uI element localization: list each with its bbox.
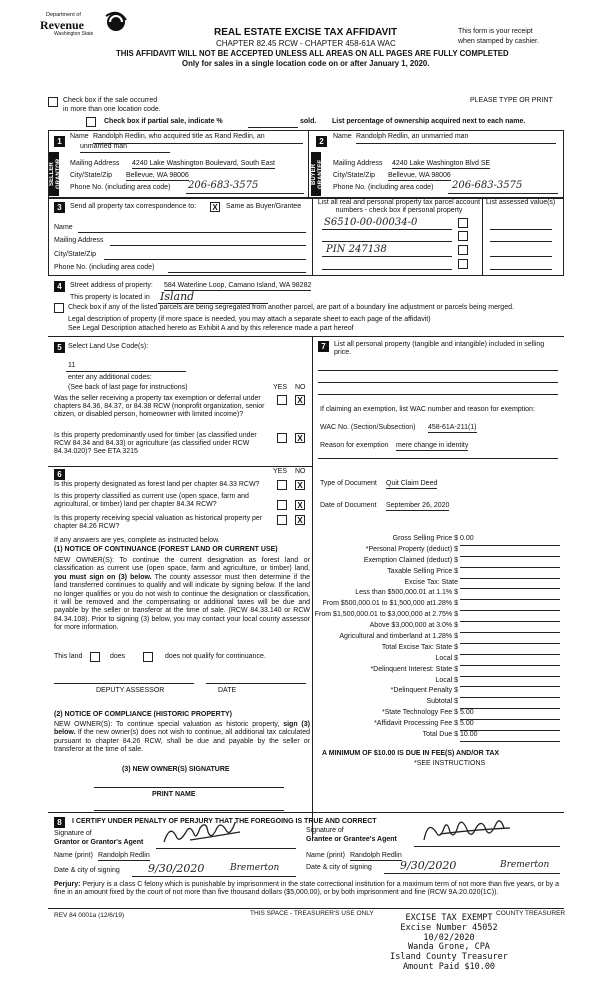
tax-row-value[interactable]	[460, 546, 560, 557]
stamp-line-6: Amount Paid $10.00	[402, 961, 496, 972]
corr-phone-field[interactable]	[168, 272, 306, 273]
perjury-text: Perjury is a class C felony which is punishable by imprisonment in the state correctional institution for a maximum term of not more than five years, or by a fine in an amount fixed by the court of not more than five thousand dollars ($5,000.00), or by both imprisonment and fine (RCW 9A.20.020(1C)).	[54, 881, 560, 897]
compliance-bold: sign (3) below.	[54, 721, 310, 737]
stamp-line-4: Wanda Grone, CPA	[408, 942, 490, 953]
same-as-buyer-label: Same as Buyer/Grantee	[226, 203, 302, 210]
deputy-assessor-label: DEPUTY ASSESSOR	[96, 687, 165, 694]
minimum-due-note: A MINIMUM OF $10.00 IS DUE IN FEE(S) AND/OR TAX	[322, 750, 500, 757]
form-chapter: CHAPTER 82.45 RCW - CHAPTER 458-61A WAC	[216, 39, 396, 48]
buyer-name-underline	[356, 143, 556, 144]
continuance-title: (1) NOTICE OF CONTINUANCE (FOREST LAND OR CURRENT USE)	[54, 546, 278, 553]
grantee-city[interactable]: Bremerton	[500, 860, 550, 870]
tax-row	[316, 557, 560, 568]
located-label: This property is located in	[70, 294, 150, 301]
historic-question: Is this property receiving special valuation as historical property per chapter 84.26 RCW?	[54, 515, 263, 531]
section-3-divider	[312, 198, 313, 276]
tax-row	[316, 589, 560, 600]
tax-row-label: *Delinquent Penalty $	[390, 687, 458, 695]
parcel-3-underline	[322, 256, 452, 257]
tax-row-label: From $500,000.01 to $1,500,000 at1.28% $	[322, 600, 458, 608]
doc-type-label: Type of Document	[320, 480, 377, 487]
land-use-code-underline	[66, 371, 186, 372]
tax-row	[316, 600, 560, 611]
doc-date-value[interactable]: September 26, 2020	[386, 502, 449, 511]
grantor-city[interactable]: Bremerton	[230, 863, 280, 873]
tax-row-label: *Personal Property (deduct) $	[365, 545, 458, 553]
tax-calculation-table	[316, 535, 560, 742]
land-use-code[interactable]: 11	[68, 362, 76, 369]
partial-sale-label: Check box if partial sale, indicate %	[104, 118, 223, 125]
forest-yes-checkbox[interactable]	[277, 480, 287, 490]
grantee-signature[interactable]	[420, 818, 530, 844]
exemption-claim-label: If claiming an exemption, list WAC number and reason for exemption:	[320, 406, 535, 413]
stamp-line-1: EXCISE TAX EXEMPT	[405, 913, 493, 923]
does-not-checkbox[interactable]	[143, 652, 153, 662]
timber-yes-checkbox[interactable]	[277, 433, 287, 443]
tax-row-value[interactable]	[460, 568, 560, 579]
corr-mailing-field[interactable]	[110, 245, 306, 246]
section-4-badge: 4	[54, 281, 65, 292]
tax-row	[316, 698, 560, 709]
seller-name-value[interactable]: Randolph Redlin, who acquired title as Rand Redlin, an	[93, 133, 265, 140]
personal-property-field-1[interactable]	[318, 370, 558, 371]
parcel-header: List all real and personal property tax parcel account numbers - check box if personal property	[317, 199, 481, 215]
tax-row-value[interactable]	[460, 698, 560, 709]
buyer-name-label: Name	[333, 133, 352, 140]
section-3-badge: 3	[54, 202, 65, 213]
seller-phone-label: Phone No. (including area code)	[70, 184, 171, 191]
section-5-badge: 5	[54, 342, 65, 353]
grantee-name-print-label: Name (print)	[306, 852, 345, 859]
section-3-divider-2	[482, 198, 483, 276]
located-value[interactable]: Island	[160, 290, 195, 303]
personal-property-field-3[interactable]	[318, 394, 558, 395]
wac-value[interactable]: 458-61A-211(1)	[428, 424, 477, 433]
new-owner-signature-field[interactable]	[94, 787, 284, 788]
new-owner-signature-label: (3) NEW OWNER(S) SIGNATURE	[122, 766, 230, 773]
perjury-notice	[54, 881, 564, 898]
land-use-no-header: NO	[295, 384, 306, 391]
buyer-name-value[interactable]: Randolph Redlin, an unmarried man	[356, 133, 469, 140]
tax-row	[316, 655, 560, 666]
tax-row-value[interactable]	[460, 687, 560, 698]
stamp-line-2: Excise Number 45052	[400, 922, 498, 933]
buyer-mailing-label: Mailing Address	[333, 160, 383, 167]
divider-s5	[48, 336, 564, 337]
section-8-badge: 8	[54, 817, 65, 828]
deputy-assessor-field[interactable]	[54, 683, 194, 684]
tax-row	[316, 687, 560, 698]
list-percentage-label: List percentage of ownership acquired next to each name.	[332, 118, 526, 125]
multi-location-checkbox[interactable]	[48, 97, 58, 107]
section-1-badge: 1	[54, 136, 65, 147]
seller-phone-value[interactable]: 206-683-3575	[188, 180, 259, 191]
tax-row-value[interactable]: 10.00	[460, 731, 560, 742]
tax-row-label: *State Technology Fee $	[381, 709, 458, 717]
segregated-checkbox[interactable]	[54, 303, 64, 313]
parcel-4-underline	[322, 269, 452, 270]
dor-logo	[38, 10, 138, 42]
same-as-buyer-checkbox[interactable]: X	[210, 202, 220, 212]
compliance-text-1: NEW OWNER(S): To continue special valuation as historic property,	[54, 721, 280, 728]
tax-row-value[interactable]	[460, 644, 560, 655]
s6-no-header: NO	[295, 468, 306, 475]
tax-row	[316, 611, 560, 622]
grantor-signature-icon	[160, 822, 260, 848]
column-divider	[312, 336, 313, 841]
divider-s6	[48, 466, 312, 467]
tax-row-value[interactable]	[460, 579, 560, 590]
personal-property-label: List all personal property (tangible and intangible) included in selling price.	[334, 341, 545, 357]
exemption-no-checkbox[interactable]: X	[295, 395, 305, 405]
grantee-signature-label-2: Grantee or Grantee's Agent	[306, 836, 397, 843]
corr-city-field[interactable]	[104, 259, 306, 260]
receipt-note-1: This form is your receipt	[458, 28, 533, 35]
assessor-date-label: DATE	[218, 687, 237, 694]
print-name-label: PRINT NAME	[152, 791, 196, 798]
historic-no-checkbox[interactable]: X	[295, 515, 305, 525]
stamp-line-3: 10/02/2020	[423, 932, 475, 943]
continuance-text	[54, 557, 310, 633]
assessed-4-field[interactable]	[490, 269, 552, 270]
tax-row-label: Total Due $	[422, 731, 458, 739]
tax-row-value[interactable]: 5.00	[460, 720, 560, 731]
tax-row-value[interactable]	[460, 622, 560, 633]
tax-row	[316, 666, 560, 677]
timber-no-checkbox[interactable]: X	[295, 433, 305, 443]
assessor-date-field[interactable]	[206, 683, 306, 684]
stamp-line-5: Island County Treasurer	[390, 952, 508, 963]
grantee-signature-label-1: Signature of	[306, 827, 344, 834]
tax-row	[316, 535, 560, 546]
buyer-city-label: City/State/Zip	[333, 172, 376, 179]
grantor-date-line	[132, 876, 296, 877]
see-back-label: (See back of last page for instructions)	[68, 384, 188, 391]
reason-value[interactable]: mere change in identity	[396, 442, 468, 451]
tax-row	[316, 677, 560, 688]
grantee-date-line	[384, 873, 560, 874]
personal-property-field-2[interactable]	[318, 382, 558, 383]
section-6-badge: 6	[54, 469, 65, 480]
acceptance-warning: THIS AFFIDAVIT WILL NOT BE ACCEPTED UNLESS ALL AREAS ON ALL PAGES ARE FULLY COMPLETED	[116, 49, 509, 58]
county-treasurer-label: COUNTY TREASURER	[496, 910, 566, 917]
please-type: PLEASE TYPE OR PRINT	[470, 97, 553, 104]
wac-label: WAC No. (Section/Subsection)	[320, 424, 416, 431]
seller-buyer-divider	[308, 130, 309, 198]
parcel-2-underline	[322, 241, 452, 242]
tax-row-value[interactable]	[460, 600, 560, 611]
seller-city-label: City/State/Zip	[70, 172, 113, 179]
seller-side-label: SELLER GRANTOR	[49, 152, 59, 196]
dept-state: Washington State	[54, 31, 94, 37]
divider-s8	[48, 812, 564, 813]
footer-divider	[48, 908, 564, 909]
doc-date-label: Date of Document	[320, 502, 377, 509]
legal-description-value[interactable]: See Legal Description attached hereto as Exhibit A and by this reference made a part hereof	[68, 325, 354, 332]
corr-phone-label: Phone No. (including area code)	[54, 264, 155, 271]
corr-city-label: City/State/Zip	[54, 251, 97, 258]
compliance-text	[54, 721, 310, 755]
forest-question: Is this property designated as forest land per chapter 84.33 RCW?	[54, 481, 260, 488]
tax-row-label: Local $	[435, 654, 458, 662]
grantor-name-print-label: Name (print)	[54, 852, 93, 859]
buyer-phone-label: Phone No. (including area code)	[333, 184, 434, 191]
grantee-date[interactable]: 9/30/2020	[400, 859, 457, 872]
seller-mailing-label: Mailing Address	[70, 160, 120, 167]
parcel-1-value[interactable]: S6510-00-00034-0	[324, 217, 418, 228]
tax-row-label: Agricultural and timberland at 1.28% $	[339, 633, 458, 641]
seller-name-value-2[interactable]: unmarried man	[80, 143, 128, 150]
tax-row-value[interactable]	[460, 611, 560, 622]
timber-question: Is this property predominantly used for timber (as classified under RCW 84.34 and 84.33) or agriculture (as classified under RCW 84.34.020)? See ETA 3215	[54, 432, 257, 456]
tax-row-value[interactable]: 5.00	[460, 709, 560, 720]
tax-row-value[interactable]	[460, 633, 560, 644]
see-instructions-note: *SEE INSTRUCTIONS	[414, 760, 486, 767]
corr-name-label: Name	[54, 224, 73, 231]
tax-row	[316, 546, 560, 557]
seller-phone-underline	[186, 193, 304, 194]
tax-row	[316, 731, 560, 742]
seller-name-label: Name	[70, 133, 89, 140]
tax-row-label: Subtotal $	[426, 698, 458, 706]
additional-codes-label: enter any additional codes:	[68, 374, 152, 381]
tax-row	[316, 579, 560, 590]
parcel-4-personal-checkbox[interactable]	[458, 259, 468, 269]
this-land-label: This land	[54, 653, 83, 660]
tax-row-value[interactable]: 0.00	[460, 535, 560, 546]
partial-sale-percent-field[interactable]	[248, 127, 298, 128]
current-use-yes-checkbox[interactable]	[277, 500, 287, 510]
tax-row	[316, 622, 560, 633]
compliance-text-2: If the new owner(s) does not wish to continue, all additional tax calculated pursuant to chapter 84.26 RCW, shall be due and payable by the seller or transferor at the time of sale.	[54, 729, 310, 754]
continuance-bold: you must sign on (3) below.	[54, 573, 152, 581]
seller-name-underline-2	[80, 152, 170, 153]
assessed-2-field[interactable]	[490, 241, 552, 242]
tax-row-label: Gross Selling Price $	[392, 535, 458, 542]
grantor-date-city-label: Date & city of signing	[54, 867, 120, 874]
street-value[interactable]: 584 Waterline Loop, Camano Island, WA 98282	[164, 282, 311, 291]
exemption-question: Was the seller receiving a property tax exemption or deferral under chapters 84.36, 84.37, or 84.38 RCW (nonprofit organization, senior citizen, or disabled person, homeowner with limited income)?	[54, 395, 265, 419]
assessed-3-field[interactable]	[490, 256, 552, 257]
tax-row-value[interactable]	[460, 557, 560, 568]
continuance-text-1: NEW OWNER(S): To continue the current designation as forest land or classification as current use (open space, farm and agriculture, or timber) land,	[54, 557, 310, 573]
tax-row	[316, 644, 560, 655]
corr-name-field[interactable]	[78, 232, 306, 233]
land-use-yes-header: YES	[273, 384, 288, 391]
forest-no-checkbox[interactable]: X	[295, 480, 305, 490]
tax-row-label: Excise Tax: State	[404, 578, 458, 586]
section-2-badge: 2	[316, 136, 327, 147]
parcel-pin-value[interactable]: PIN 247138	[326, 244, 387, 255]
certify-statement: I CERTIFY UNDER PENALTY OF PERJURY THAT THE FOREGOING IS TRUE AND CORRECT	[72, 818, 377, 825]
grantor-signature-label-1: Signature of	[54, 830, 92, 837]
land-use-label: Select Land Use Code(s):	[68, 343, 149, 350]
tax-row-label: Above $3,000,000 at 3.0% $	[369, 622, 458, 630]
compliance-title: (2) NOTICE OF COMPLIANCE (HISTORIC PROPERTY)	[54, 711, 232, 718]
tax-row-value[interactable]	[460, 589, 560, 600]
single-location-note: Only for sales in a single location code on or after January 1, 2020.	[182, 59, 430, 68]
does-not-label: does not qualify for continuance.	[165, 653, 266, 660]
buyer-phone-underline	[448, 193, 558, 194]
doc-type-value[interactable]: Quit Claim Deed	[386, 480, 437, 489]
dept-line1: Department of	[46, 12, 81, 18]
grantor-date[interactable]: 9/30/2020	[148, 862, 205, 875]
exemption-yes-checkbox[interactable]	[277, 395, 287, 405]
parcel-3-personal-checkbox[interactable]	[458, 245, 468, 255]
buyer-city-value[interactable]: Bellevue, WA 98006	[388, 172, 451, 181]
perjury-label: Perjury:	[54, 881, 81, 888]
multi-location-label-2: in more than one location code.	[63, 106, 161, 113]
grantor-signature[interactable]	[160, 822, 260, 848]
tax-row	[316, 633, 560, 644]
tax-row-label: Local $	[435, 676, 458, 684]
corr-mailing-label: Mailing Address	[54, 237, 104, 244]
parcel-2-personal-checkbox[interactable]	[458, 231, 468, 241]
historic-yes-checkbox[interactable]	[277, 515, 287, 525]
tax-row-label: *Delinquent Interest: State $	[370, 665, 458, 673]
grantee-date-city-label: Date & city of signing	[306, 864, 372, 871]
receipt-note-2: when stamped by cashier.	[458, 38, 539, 45]
tax-row	[316, 568, 560, 579]
grantor-signature-line	[156, 848, 296, 849]
section-7-badge: 7	[318, 341, 329, 352]
grantee-signature-icon	[420, 818, 530, 844]
seller-city-value[interactable]: Bellevue, WA 98006	[126, 172, 189, 181]
tax-row-label: Exemption Claimed (deduct) $	[363, 556, 458, 564]
buyer-mailing-value[interactable]: 4240 Lake Washington Blvd SE	[392, 160, 490, 169]
grantor-name-print[interactable]: Randolph Redlin	[98, 852, 150, 861]
legal-description-note: Legal description of property (if more space is needed, you may attach a separate sheet to each page of the affidavit)	[68, 316, 431, 323]
grantee-name-print[interactable]: Randolph Redlin	[350, 852, 402, 861]
tax-row-label: *Affidavit Processing Fee $	[374, 720, 458, 728]
tax-row	[316, 709, 560, 720]
new-owner-print-name-field[interactable]	[94, 810, 284, 811]
tax-row-label: Less than $500,000.01 at 1.1% $	[355, 589, 458, 597]
street-label: Street address of property:	[70, 282, 153, 289]
treasurer-use-label: THIS SPACE - TREASURER'S USE ONLY	[250, 910, 374, 917]
tax-row-value[interactable]	[460, 655, 560, 666]
parcel-1-personal-checkbox[interactable]	[458, 218, 468, 228]
segregated-label: Check box if any of the listed parcels are being segregated from another parcel, are part of a boundary line adjustment or parcels being merged.	[68, 304, 514, 311]
dept-name: Revenue	[40, 18, 84, 32]
sold-label: sold.	[300, 118, 317, 125]
s6-yes-header: YES	[273, 468, 288, 475]
does-checkbox[interactable]	[90, 652, 100, 662]
form-title: REAL ESTATE EXCISE TAX AFFIDAVIT	[214, 27, 398, 38]
multi-location-label-1: Check box if the sale occurred	[63, 97, 158, 104]
form-id: REV 84 0001a (12/6/19)	[54, 912, 125, 919]
tax-row-value[interactable]	[460, 666, 560, 677]
continuance-text-2: The county assessor must then determine if the land transferred continues to qualify and will indicate by signing below. If the land no longer qualifies or you do not wish to continue the designation or classification, it will be removed and the compensating or additional taxes will be due and payable by the seller or transferor at the time of sale. (RCW 84.33.140 or RCW 84.34.108). Prior to signing (3) below, you may contact your local county assessor for more information.	[54, 573, 310, 632]
current-use-no-checkbox[interactable]: X	[295, 500, 305, 510]
if-any-yes: If any answers are yes, complete as instructed below.	[54, 537, 220, 544]
current-use-question: Is this property classified as current use (open space, farm and agricultural, or timber) land per chapter 84.34 RCW?	[54, 493, 249, 509]
tax-row-label: Total Excise Tax: State $	[381, 643, 458, 651]
grantee-signature-line	[414, 846, 560, 847]
tax-row	[316, 720, 560, 731]
correspondence-label: Send all property tax correspondence to:	[70, 203, 197, 210]
tax-row-label: Taxable Selling Price $	[387, 567, 458, 575]
buyer-side-label: BUYER GRANTEE	[311, 152, 321, 196]
seller-mailing-value[interactable]: 4240 Lake Washington Boulevard, South East	[132, 160, 275, 169]
reason-label: Reason for exemption	[320, 442, 389, 449]
partial-sale-checkbox[interactable]	[86, 117, 96, 127]
does-label: does	[110, 653, 126, 660]
tax-row-label: From $1,500,000.01 to $3,000,000 at 2.75% $	[314, 611, 458, 619]
parcel-1-underline	[322, 229, 452, 230]
grantor-signature-label-2: Grantor or Grantor's Agent	[54, 839, 144, 846]
buyer-phone-value[interactable]: 206-683-3575	[452, 180, 523, 191]
assessed-1-field[interactable]	[490, 229, 552, 230]
assessed-header: List assessed value(s)	[486, 199, 556, 206]
reason-field-2[interactable]	[318, 458, 558, 459]
treasurer-stamp	[364, 914, 534, 973]
tax-row-value[interactable]	[460, 677, 560, 688]
